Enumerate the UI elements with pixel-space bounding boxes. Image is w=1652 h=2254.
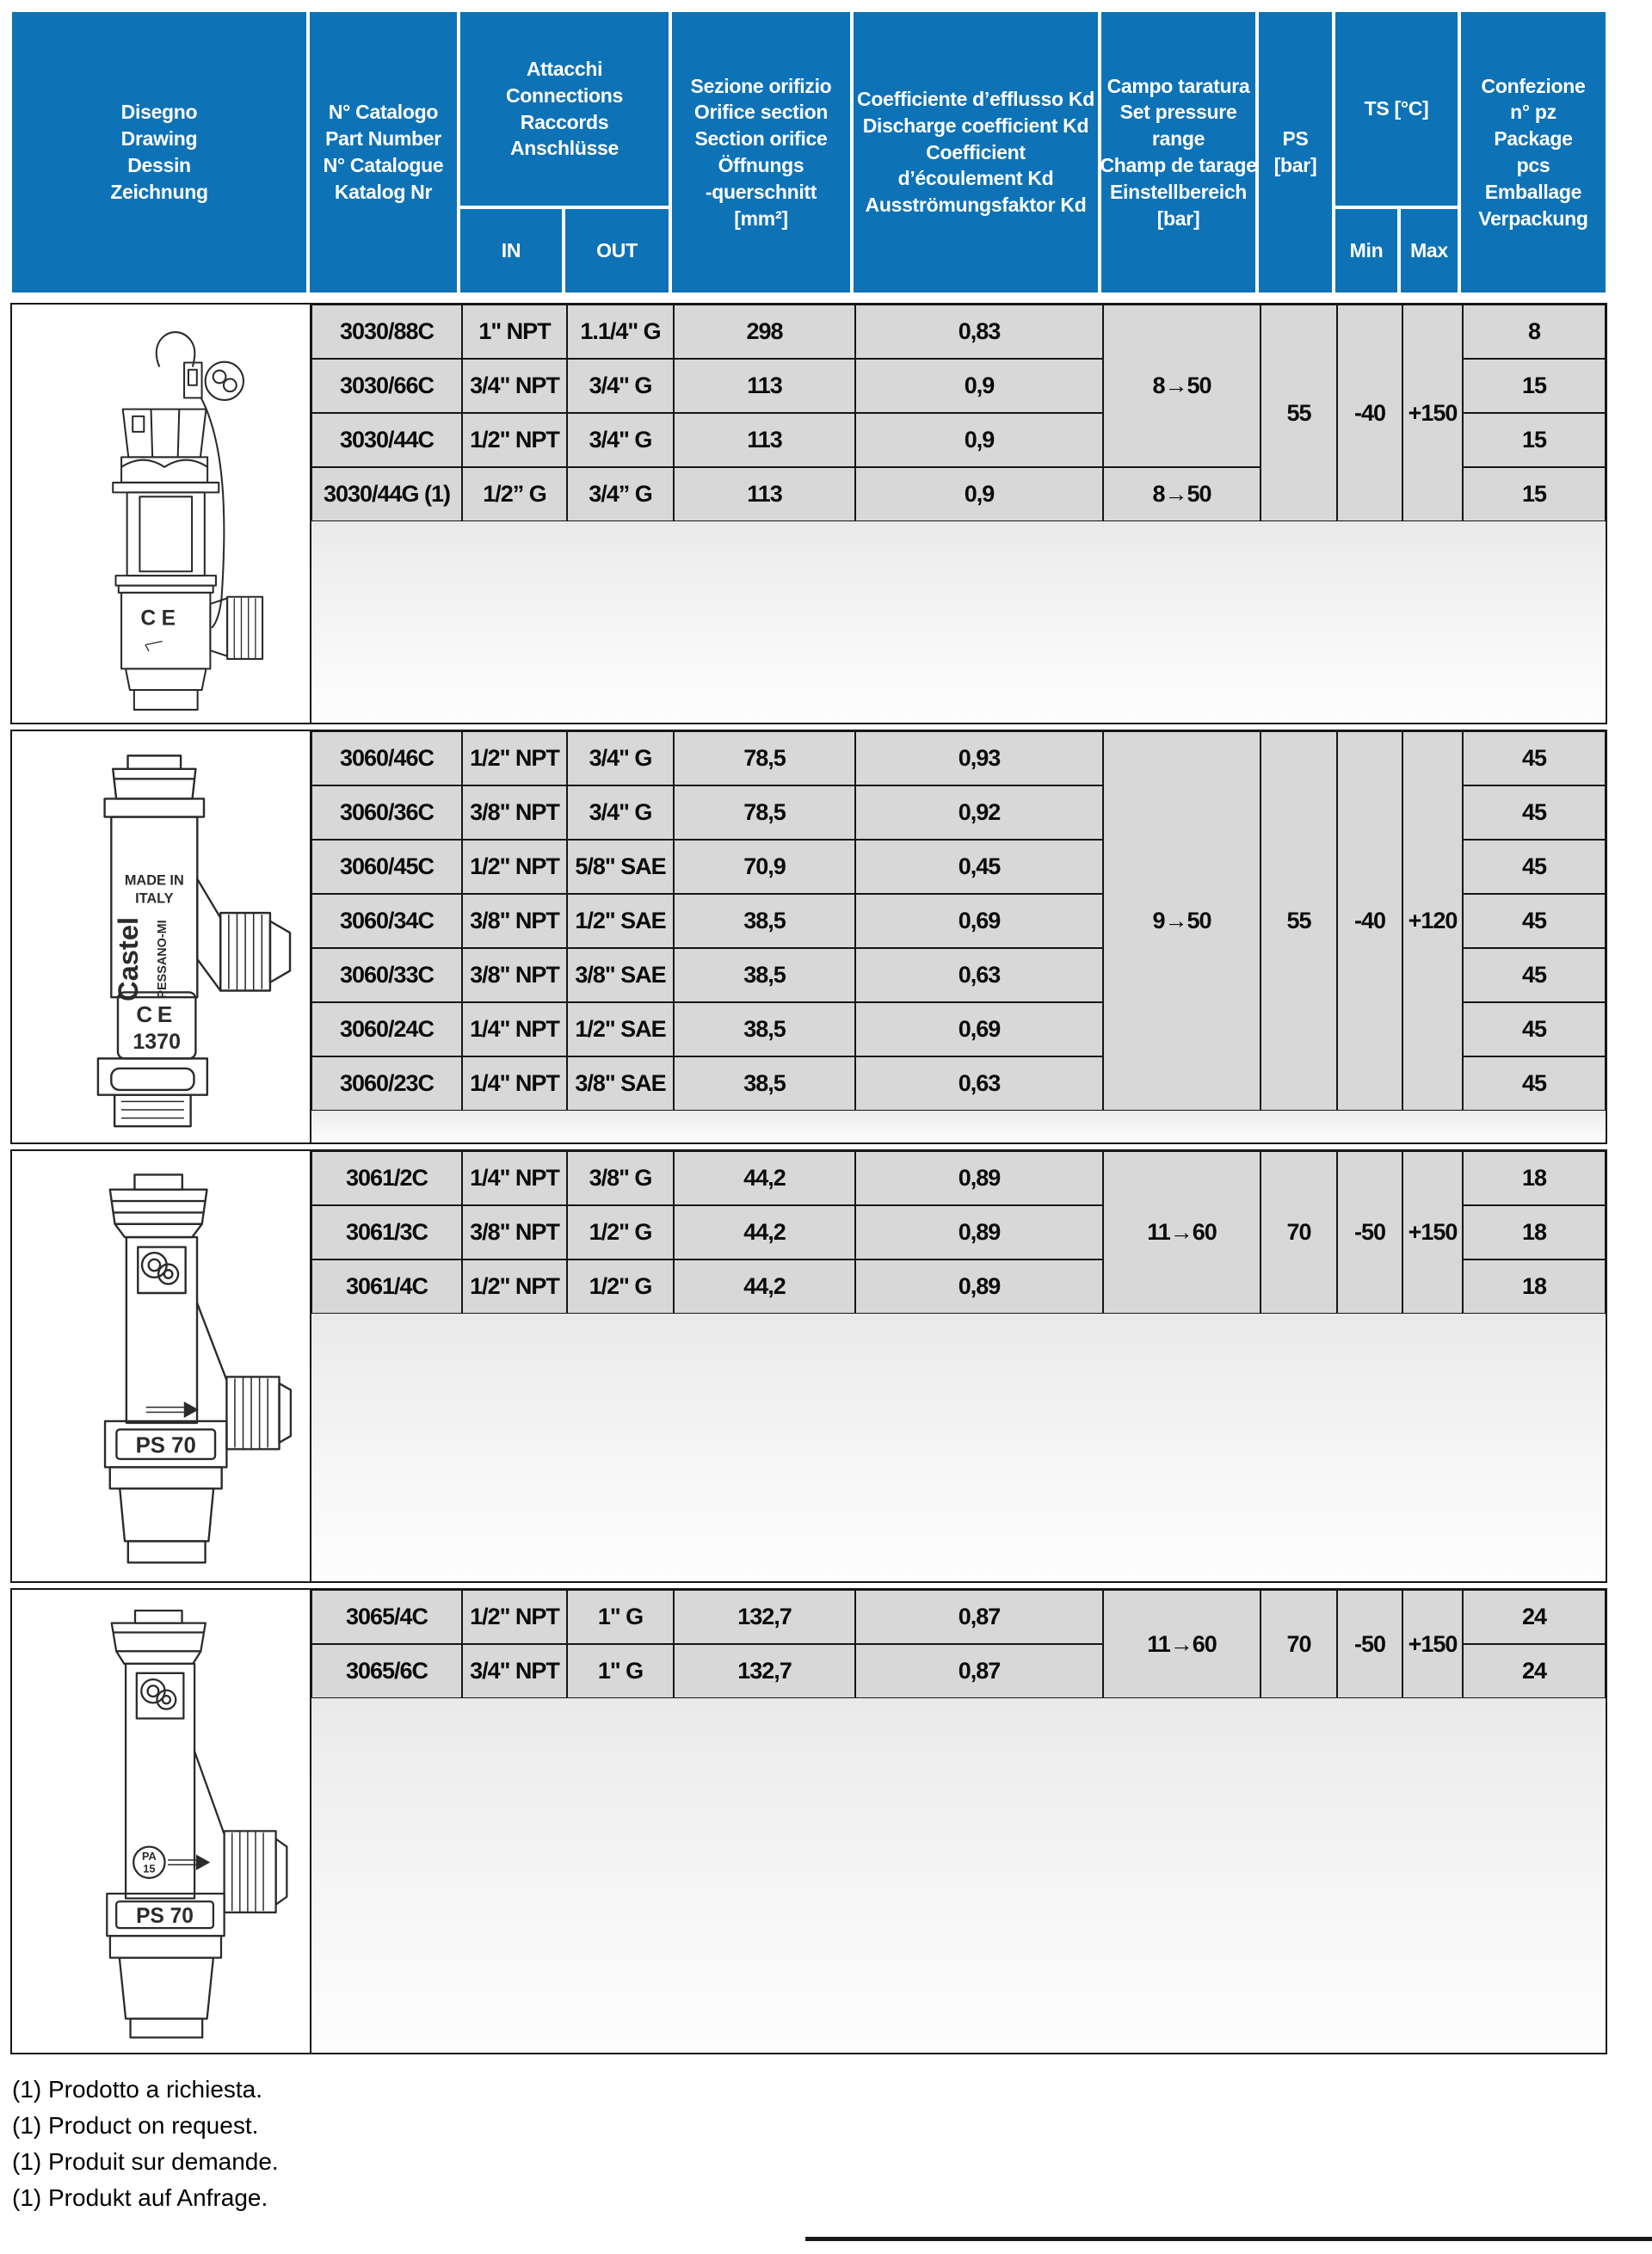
cell-orifice: 78,5	[674, 785, 855, 840]
cell-kd: 0,63	[855, 948, 1103, 1002]
product-group-3065	[10, 1588, 1607, 2054]
cell-ts-min: -40	[1337, 305, 1402, 521]
header-line: PS	[1282, 127, 1309, 151]
pa-rating-value: 15	[143, 1862, 156, 1875]
header-line: Katalog Nr	[334, 180, 433, 203]
cell-in: 3/4" NPT	[462, 1644, 567, 1698]
header-line: Coefficient	[926, 140, 1026, 163]
cell-part: 3065/4C	[311, 1590, 462, 1644]
header-col-orifice	[670, 10, 852, 294]
header-line: Part Number	[325, 127, 441, 151]
cell-ps: 55	[1261, 305, 1337, 521]
cell-ps: 55	[1261, 731, 1337, 1111]
cell-orifice: 113	[674, 359, 855, 413]
cell-kd: 0,45	[855, 840, 1103, 894]
footnote-line: (1) Produkt auf Anfrage.	[12, 2184, 268, 2211]
cell-part: 3030/88C	[311, 305, 462, 359]
cell-part: 3030/44G (1)	[311, 467, 462, 521]
header-line: Verpackung	[1478, 206, 1588, 230]
header-subcol-min	[1334, 207, 1399, 294]
cell-range: 11→60	[1103, 1590, 1261, 1698]
cell-out: 3/4" G	[567, 413, 674, 467]
cell-ts-min: -50	[1337, 1151, 1402, 1314]
italy-label: ITALY	[135, 890, 174, 907]
cell-part: 3060/46C	[311, 731, 462, 785]
cell-orifice: 113	[674, 467, 855, 521]
cell-part: 3065/6C	[311, 1644, 462, 1698]
header-line: Set pressure	[1119, 101, 1237, 124]
cell-part: 3060/36C	[311, 785, 462, 840]
header-line: Connections	[506, 83, 623, 107]
header-line: OUT	[596, 239, 638, 262]
header-line: Coefficiente d’efflusso Kd	[857, 87, 1094, 110]
cell-package: 24	[1463, 1590, 1606, 1644]
table-header	[10, 10, 1607, 294]
cell-kd: 0,83	[855, 305, 1103, 359]
header-line: Attacchi	[526, 57, 603, 80]
drawing-cell	[12, 1590, 311, 2053]
cell-package: 45	[1463, 948, 1606, 1002]
valve-drawing-3065	[32, 1603, 290, 2041]
header-line: Emballage	[1484, 180, 1582, 203]
group-grid	[311, 1151, 1606, 1581]
cell-package: 15	[1463, 413, 1606, 467]
cell-kd: 0,9	[855, 413, 1103, 467]
header-line: Orifice section	[693, 101, 829, 124]
cell-out: 3/8" SAE	[567, 948, 674, 1002]
header-col-ts	[1334, 10, 1459, 207]
cell-orifice: 44,2	[674, 1259, 855, 1314]
cell-in: 1/4" NPT	[462, 1002, 567, 1056]
cell-kd: 0,93	[855, 731, 1103, 785]
cell-orifice: 70,9	[674, 840, 855, 894]
cell-part: 3030/44C	[311, 413, 462, 467]
footnotes	[12, 2072, 279, 2216]
made-in-label: MADE IN	[124, 872, 184, 889]
header-line: Ausströmungsfaktor Kd	[865, 194, 1087, 217]
cell-orifice: 38,5	[674, 1002, 855, 1056]
header-col-connections	[459, 10, 670, 207]
cell-part: 3061/3C	[311, 1205, 462, 1259]
header-line: Disegno	[120, 101, 198, 124]
cell-package: 15	[1463, 467, 1606, 521]
ce-number-label: 1370	[133, 1029, 182, 1054]
cell-package: 18	[1463, 1205, 1606, 1259]
cell-in: 3/8" NPT	[462, 894, 567, 948]
header-line: Campo taratura	[1106, 74, 1250, 97]
header-line: Section orifice	[694, 127, 828, 151]
cell-ts-max: +150	[1402, 1590, 1463, 1698]
cell-part: 3060/24C	[311, 1002, 462, 1056]
cell-out: 3/4" G	[567, 731, 674, 785]
header-line: Discharge coefficient Kd	[862, 114, 1089, 137]
cell-part: 3060/45C	[311, 840, 462, 894]
cell-part: 3060/23C	[311, 1056, 462, 1111]
cell-range: 11→60	[1103, 1151, 1261, 1314]
header-line: d’écoulement Kd	[897, 167, 1054, 190]
cell-orifice: 78,5	[674, 731, 855, 785]
header-col-catalog	[308, 10, 459, 294]
cell-in: 1/2" NPT	[462, 840, 567, 894]
ce-mark-label: CE	[140, 607, 182, 631]
product-group-3060	[10, 730, 1607, 1144]
header-line: range	[1151, 127, 1205, 151]
cell-kd: 0,69	[855, 894, 1103, 948]
cell-part: 3061/4C	[311, 1259, 462, 1314]
cell-out: 1" G	[567, 1590, 674, 1644]
cell-ts-max: +120	[1402, 731, 1463, 1111]
product-group-3061	[10, 1149, 1607, 1583]
drawing-cell	[12, 731, 311, 1142]
cell-kd: 0,89	[855, 1205, 1103, 1259]
header-line: pcs	[1516, 154, 1550, 176]
cell-part: 3060/34C	[311, 894, 462, 948]
footnote-line: (1) Product on request.	[12, 2112, 259, 2139]
cell-kd: 0,69	[855, 1002, 1103, 1056]
cell-package: 8	[1463, 305, 1606, 359]
cell-out: 1/2" SAE	[567, 894, 674, 948]
cell-ts-min: -50	[1337, 1590, 1402, 1698]
header-line: [mm²]	[734, 206, 788, 230]
header-line: Champ de tarage	[1100, 154, 1257, 176]
cell-package: 24	[1463, 1644, 1606, 1698]
cell-part: 3030/66C	[311, 359, 462, 413]
drawing-cell	[12, 1151, 311, 1581]
header-line: Zeichnung	[110, 180, 208, 203]
footnote-line: (1) Produit sur demande.	[12, 2148, 279, 2175]
header-line: Confezione	[1481, 74, 1586, 97]
cell-package: 45	[1463, 731, 1606, 785]
header-line: Sezione orifizio	[690, 74, 832, 97]
empty-area	[311, 1111, 1606, 1142]
header-line: Package	[1494, 127, 1573, 151]
cell-ps: 70	[1261, 1590, 1337, 1698]
cell-out: 5/8" SAE	[567, 840, 674, 894]
cell-out: 3/8" SAE	[567, 1056, 674, 1111]
cell-in: 3/8" NPT	[462, 1205, 567, 1259]
cell-range: 9→50	[1103, 731, 1261, 1111]
cell-in: 1/2" NPT	[462, 731, 567, 785]
cell-kd: 0,63	[855, 1056, 1103, 1111]
page-bottom-rule	[805, 2237, 1652, 2241]
cell-range: 8→50	[1103, 305, 1261, 467]
header-line: Min	[1349, 239, 1384, 262]
group-grid	[311, 1590, 1606, 2053]
empty-area	[311, 521, 1606, 723]
header-line: TS [°C]	[1364, 97, 1429, 120]
header-line: N° Catalogo	[328, 101, 439, 124]
valve-drawing-3061	[29, 1165, 293, 1567]
pa-rating-label: PA	[141, 1849, 157, 1863]
cell-kd: 0,9	[855, 467, 1103, 521]
cell-package: 15	[1463, 359, 1606, 413]
header-line: [bar]	[1273, 154, 1317, 176]
cell-kd: 0,87	[855, 1644, 1103, 1698]
cell-package: 45	[1463, 785, 1606, 840]
cell-out: 1" G	[567, 1644, 674, 1698]
cell-ts-min: -40	[1337, 731, 1402, 1111]
valve-drawing-3060	[28, 742, 293, 1131]
cell-kd: 0,87	[855, 1590, 1103, 1644]
cell-package: 45	[1463, 840, 1606, 894]
cell-in: 1/2" NPT	[462, 1590, 567, 1644]
cell-out: 1/2" G	[567, 1259, 674, 1314]
header-col-range	[1100, 10, 1257, 294]
drawing-cell	[12, 305, 311, 723]
cell-ts-max: +150	[1402, 305, 1463, 521]
header-col-kd	[852, 10, 1100, 294]
header-line: Dessin	[127, 154, 191, 176]
cell-in: 1/4" NPT	[462, 1151, 567, 1205]
header-col-drawing	[10, 10, 308, 294]
cell-orifice: 298	[674, 305, 855, 359]
cell-in: 1/2” G	[462, 467, 567, 521]
header-subcol-max	[1399, 207, 1459, 294]
cell-orifice: 44,2	[674, 1205, 855, 1259]
cell-package: 45	[1463, 1056, 1606, 1111]
cell-ts-max: +150	[1402, 1151, 1463, 1314]
header-subcol-out	[564, 207, 670, 294]
cell-orifice: 132,7	[674, 1590, 855, 1644]
cell-out: 3/4" G	[567, 785, 674, 840]
footnote-line: (1) Prodotto a richiesta.	[12, 2076, 263, 2103]
cell-kd: 0,89	[855, 1259, 1103, 1314]
empty-area	[311, 1314, 1606, 1581]
cell-in: 1" NPT	[462, 305, 567, 359]
header-line: Anschlüsse	[509, 137, 620, 160]
header-line: Max	[1410, 239, 1448, 262]
cell-package: 45	[1463, 1002, 1606, 1056]
cell-package: 18	[1463, 1151, 1606, 1205]
cell-out: 1.1/4" G	[567, 305, 674, 359]
group-grid	[311, 731, 1606, 1142]
header-line: Einstellbereich	[1109, 180, 1248, 203]
cell-kd: 0,89	[855, 1151, 1103, 1205]
cell-orifice: 113	[674, 413, 855, 467]
cell-in: 3/8" NPT	[462, 948, 567, 1002]
ps-rating-label: PS 70	[135, 1433, 196, 1458]
valve-drawing-3030	[55, 316, 267, 711]
cell-out: 1/2" SAE	[567, 1002, 674, 1056]
city-label: PESSANO-MI	[155, 920, 170, 999]
header-line: Drawing	[120, 127, 198, 151]
group-grid	[311, 305, 1606, 723]
header-line: [bar]	[1156, 206, 1200, 230]
header-col-package	[1459, 10, 1607, 294]
cell-part: 3061/2C	[311, 1151, 462, 1205]
cell-kd: 0,9	[855, 359, 1103, 413]
header-line: -querschnitt	[705, 180, 817, 203]
header-line: Öffnungs	[718, 154, 804, 176]
brand-label: Castel	[112, 916, 145, 1002]
cell-orifice: 132,7	[674, 1644, 855, 1698]
cell-part: 3060/33C	[311, 948, 462, 1002]
header-line: IN	[501, 239, 521, 262]
cell-package: 18	[1463, 1259, 1606, 1314]
header-line: Raccords	[520, 110, 609, 133]
cell-orifice: 38,5	[674, 1056, 855, 1111]
cell-range: 8→50	[1103, 467, 1261, 521]
cell-out: 3/4” G	[567, 467, 674, 521]
cell-orifice: 38,5	[674, 894, 855, 948]
ce-mark-label: CE	[136, 1001, 177, 1028]
cell-in: 3/4" NPT	[462, 359, 567, 413]
cell-ps: 70	[1261, 1151, 1337, 1314]
cell-package: 45	[1463, 894, 1606, 948]
cell-orifice: 44,2	[674, 1151, 855, 1205]
cell-out: 1/2" G	[567, 1205, 674, 1259]
product-group-3030	[10, 303, 1607, 724]
cell-orifice: 38,5	[674, 948, 855, 1002]
ps-rating-label: PS 70	[136, 1904, 194, 1928]
catalog-table	[10, 10, 1607, 2060]
header-subcol-in	[459, 207, 564, 294]
cell-in: 3/8" NPT	[462, 785, 567, 840]
header-col-ps	[1257, 10, 1334, 294]
cell-in: 1/2" NPT	[462, 413, 567, 467]
cell-in: 1/2" NPT	[462, 1259, 567, 1314]
header-line: N° Catalogue	[323, 154, 444, 176]
cell-in: 1/4" NPT	[462, 1056, 567, 1111]
header-line: n° pz	[1510, 101, 1556, 124]
empty-area	[311, 1698, 1606, 2053]
cell-kd: 0,92	[855, 785, 1103, 840]
cell-out: 3/4" G	[567, 359, 674, 413]
cell-out: 3/8" G	[567, 1151, 674, 1205]
